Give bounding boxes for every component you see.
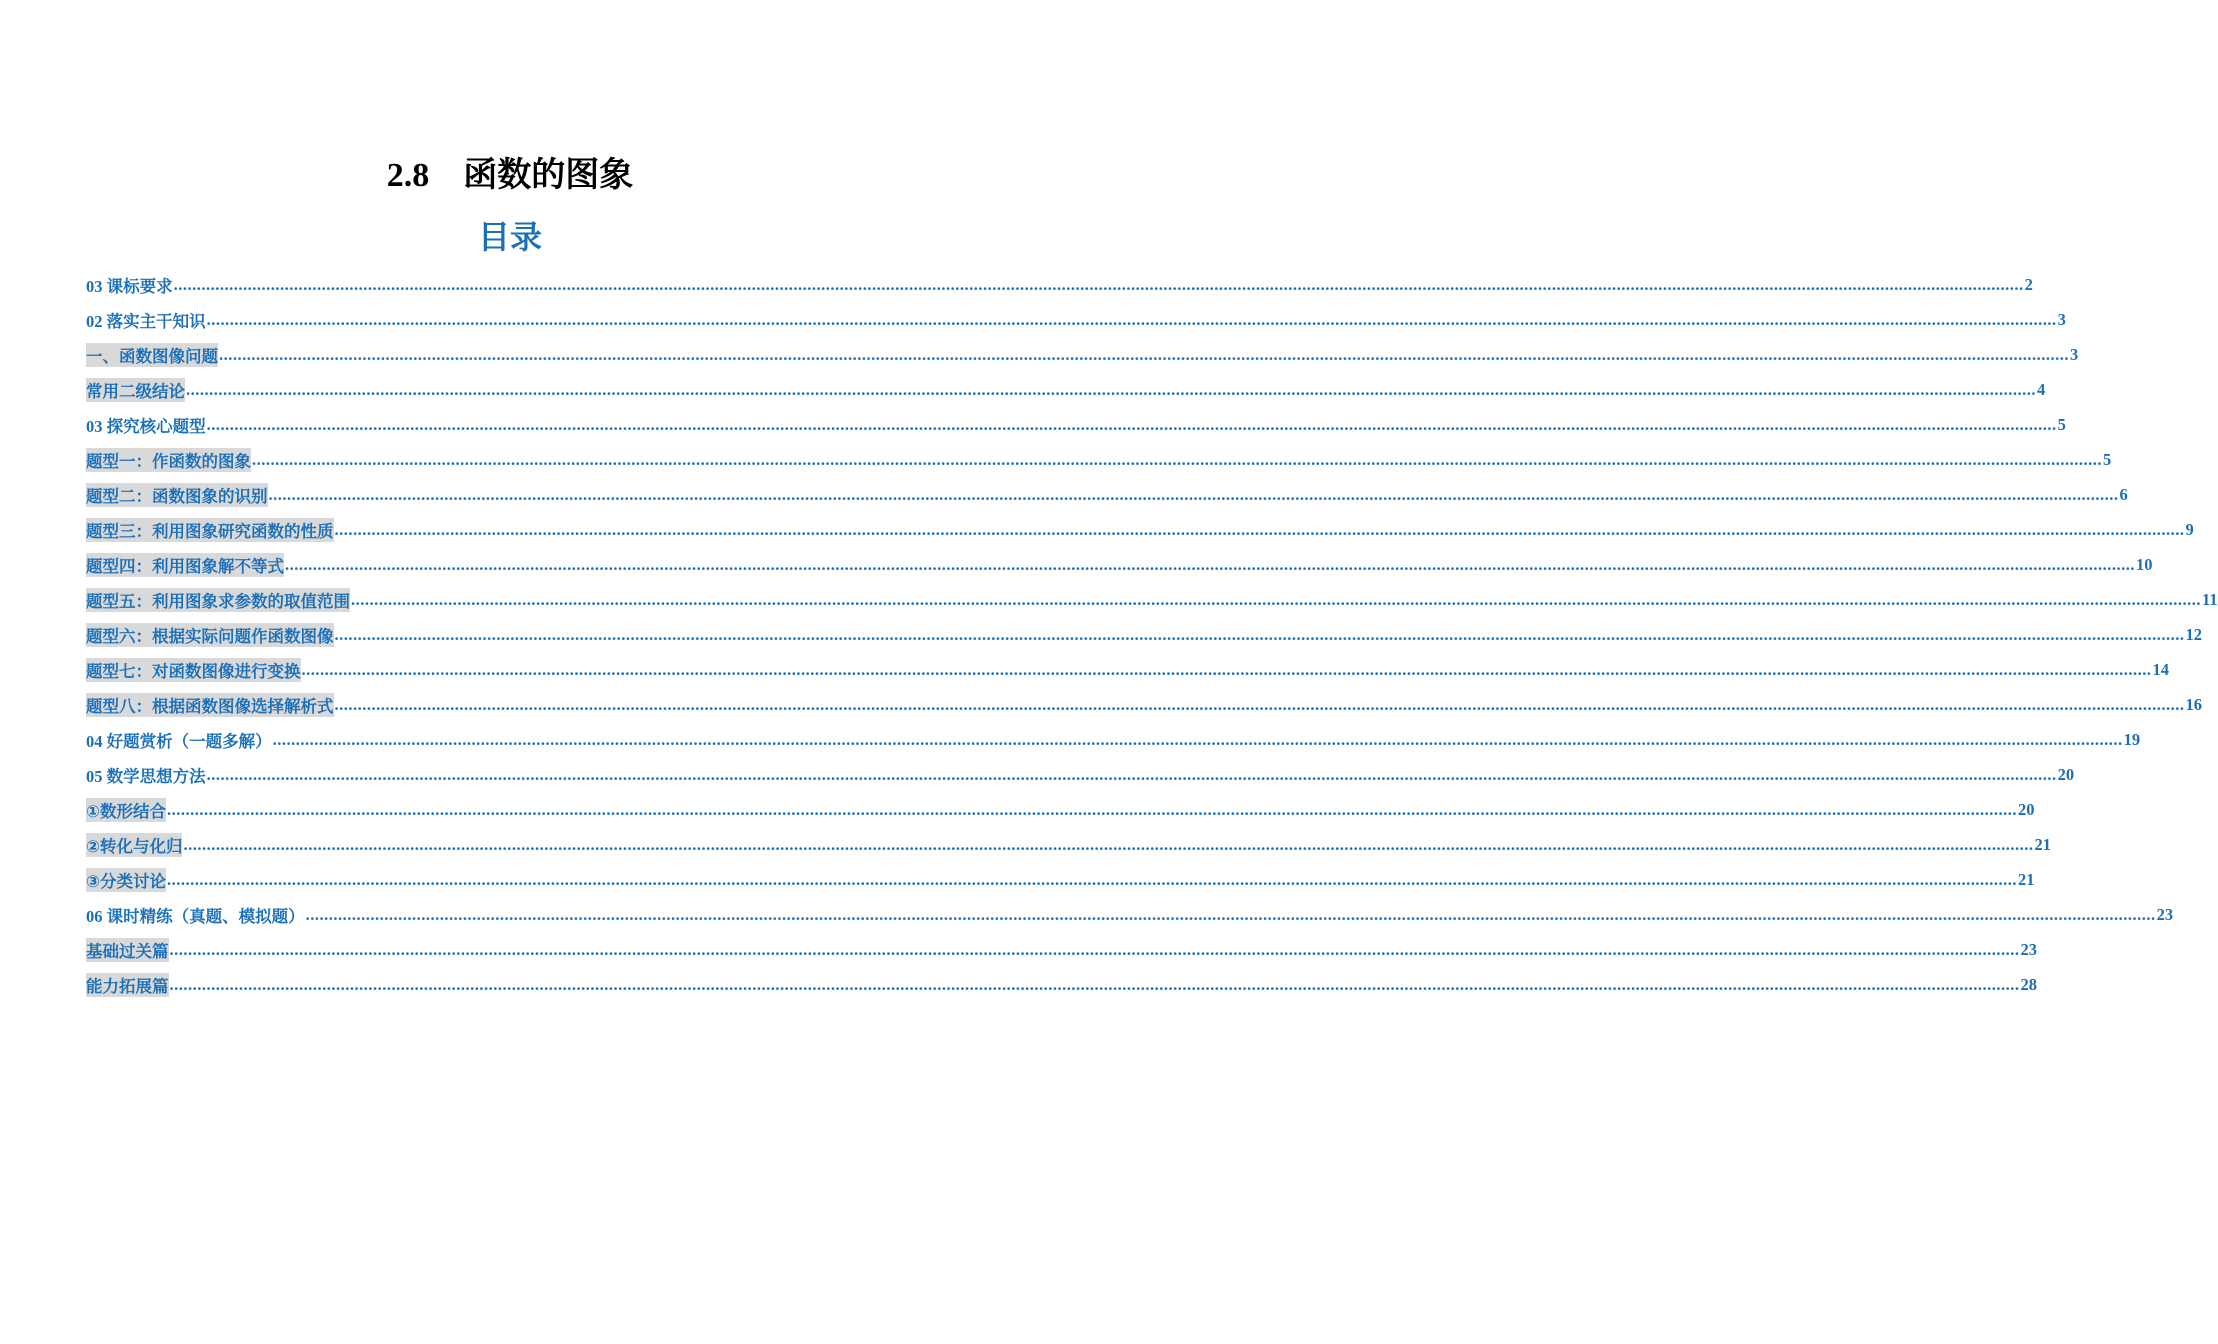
toc-entry[interactable]: [86, 547, 2153, 582]
table-of-contents: [86, 267, 2218, 1002]
document-title: 2.8 函数的图象: [386, 157, 634, 194]
toc-dot-leader: ................................................................................................................................................................................................................................................................................................................................................................................................................: [166, 799, 2017, 819]
toc-entry[interactable]: [86, 897, 2174, 932]
toc-dot-leader: ................................................................................................................................................................................................................................................................................................................................................................................................................: [334, 624, 2185, 644]
toc-entry[interactable]: [86, 757, 2075, 792]
toc-entry[interactable]: [86, 512, 2194, 547]
toc-dot-leader: ................................................................................................................................................................................................................................................................................................................................................................................................................: [173, 274, 2024, 294]
toc-dot-leader: ................................................................................................................................................................................................................................................................................................................................................................................................................: [206, 309, 2057, 329]
toc-entry-page-number[interactable]: 23: [2020, 939, 2037, 959]
toc-entry-label[interactable]: 题型三：利用图象研究函数的性质: [86, 518, 334, 542]
toc-entry-label[interactable]: 常用二级结论: [86, 378, 185, 402]
toc-entry-page-number[interactable]: 3: [2070, 344, 2079, 364]
toc-entry-page-number[interactable]: 21: [2017, 869, 2035, 889]
toc-dot-leader: ................................................................................................................................................................................................................................................................................................................................................................................................................: [166, 869, 2017, 889]
toc-dot-leader: ................................................................................................................................................................................................................................................................................................................................................................................................................: [186, 379, 2036, 399]
toc-dot-leader: ................................................................................................................................................................................................................................................................................................................................................................................................................: [272, 729, 2123, 749]
toc-entry-page-number[interactable]: 5: [2057, 414, 2066, 434]
toc-heading: 目录: [477, 218, 542, 256]
toc-entry-label[interactable]: ③分类讨论: [86, 868, 166, 892]
toc-entry-label[interactable]: 能力拓展篇: [86, 973, 169, 997]
toc-dot-leader: ................................................................................................................................................................................................................................................................................................................................................................................................................: [206, 764, 2057, 784]
toc-dot-leader: ................................................................................................................................................................................................................................................................................................................................................................................................................: [169, 939, 2020, 959]
toc-dot-leader: ................................................................................................................................................................................................................................................................................................................................................................................................................: [183, 834, 2034, 854]
toc-entry-page-number[interactable]: 19: [2123, 729, 2141, 749]
toc-dot-leader: ................................................................................................................................................................................................................................................................................................................................................................................................................: [301, 659, 2152, 679]
toc-entry[interactable]: [86, 967, 2037, 1002]
toc-dot-leader: ................................................................................................................................................................................................................................................................................................................................................................................................................: [351, 589, 2201, 609]
toc-entry[interactable]: [86, 302, 2066, 337]
toc-entry-page-number[interactable]: 20: [2017, 799, 2035, 819]
toc-dot-leader: ................................................................................................................................................................................................................................................................................................................................................................................................................: [169, 974, 2020, 994]
toc-entry-page-number[interactable]: 11: [2202, 589, 2218, 609]
toc-entry-page-number[interactable]: 3: [2057, 309, 2066, 329]
toc-entry-label[interactable]: 06 课时精练（真题、模拟题）: [86, 906, 305, 926]
toc-entry-label[interactable]: 题型四：利用图象解不等式: [86, 553, 284, 577]
toc-entry-label[interactable]: 题型六：根据实际问题作函数图像: [86, 623, 334, 647]
toc-dot-leader: ................................................................................................................................................................................................................................................................................................................................................................................................................: [219, 344, 2069, 364]
toc-dot-leader: ................................................................................................................................................................................................................................................................................................................................................................................................................: [334, 694, 2185, 714]
toc-entry-page-number[interactable]: 14: [2152, 659, 2169, 679]
toc-entry[interactable]: [86, 337, 2079, 372]
toc-entry[interactable]: [86, 442, 2112, 477]
toc-entry-page-number[interactable]: 28: [2020, 974, 2037, 994]
toc-entry-label[interactable]: ②转化与化归: [86, 833, 182, 857]
toc-entry[interactable]: [86, 407, 2066, 442]
toc-entry-page-number[interactable]: 2: [2024, 274, 2033, 294]
toc-dot-leader: ................................................................................................................................................................................................................................................................................................................................................................................................................: [206, 414, 2057, 434]
toc-entry-label[interactable]: 题型七：对函数图像进行变换: [86, 658, 301, 682]
toc-dot-leader: ................................................................................................................................................................................................................................................................................................................................................................................................................: [305, 904, 2156, 924]
toc-entry-label[interactable]: 题型五：利用图象求参数的取值范围: [86, 588, 350, 612]
toc-dot-leader: ................................................................................................................................................................................................................................................................................................................................................................................................................: [285, 554, 2135, 574]
toc-entry-label[interactable]: 题型二：函数图象的识别: [86, 483, 268, 507]
toc-entry-page-number[interactable]: 9: [2185, 519, 2194, 539]
toc-entry-page-number[interactable]: 20: [2057, 764, 2075, 784]
toc-entry[interactable]: [86, 477, 2128, 512]
toc-dot-leader: ................................................................................................................................................................................................................................................................................................................................................................................................................: [252, 449, 2102, 469]
toc-entry[interactable]: [86, 687, 2202, 722]
toc-entry[interactable]: [86, 617, 2202, 652]
toc-entry-label[interactable]: 基础过关篇: [86, 938, 169, 962]
toc-entry-page-number[interactable]: 10: [2136, 554, 2153, 574]
toc-entry[interactable]: [86, 582, 2218, 617]
toc-entry-label[interactable]: 题型一：作函数的图象: [86, 448, 251, 472]
toc-entry[interactable]: [86, 932, 2037, 967]
toc-entry-label[interactable]: 04 好题赏析（一题多解）: [86, 731, 272, 751]
toc-entry-label[interactable]: 一、函数图像问题: [86, 343, 218, 367]
toc-entry-page-number[interactable]: 23: [2156, 904, 2174, 924]
toc-entry-page-number[interactable]: 6: [2119, 484, 2128, 504]
toc-entry-label[interactable]: 03 课标要求: [86, 276, 173, 296]
toc-entry-page-number[interactable]: 12: [2185, 624, 2202, 644]
toc-entry[interactable]: [86, 652, 2169, 687]
toc-entry[interactable]: [86, 862, 2035, 897]
toc-entry-page-number[interactable]: 16: [2185, 694, 2202, 714]
toc-dot-leader: ................................................................................................................................................................................................................................................................................................................................................................................................................: [268, 484, 2119, 504]
toc-entry-page-number[interactable]: 4: [2037, 379, 2046, 399]
toc-entry-label[interactable]: ①数形结合: [86, 798, 166, 822]
toc-entry-page-number[interactable]: 5: [2103, 449, 2112, 469]
toc-entry[interactable]: [86, 722, 2141, 757]
toc-entry-label[interactable]: 题型八：根据函数图像选择解析式: [86, 693, 334, 717]
toc-dot-leader: ................................................................................................................................................................................................................................................................................................................................................................................................................: [334, 519, 2185, 539]
toc-entry[interactable]: [86, 372, 2046, 407]
toc-entry-page-number[interactable]: 21: [2034, 834, 2051, 854]
toc-entry-label[interactable]: 05 数学思想方法: [86, 766, 206, 786]
toc-entry-label[interactable]: 02 落实主干知识: [86, 311, 206, 331]
toc-entry-label[interactable]: 03 探究核心题型: [86, 416, 206, 436]
toc-entry[interactable]: [86, 267, 2033, 302]
toc-entry[interactable]: [86, 827, 2051, 862]
toc-entry[interactable]: [86, 792, 2035, 827]
